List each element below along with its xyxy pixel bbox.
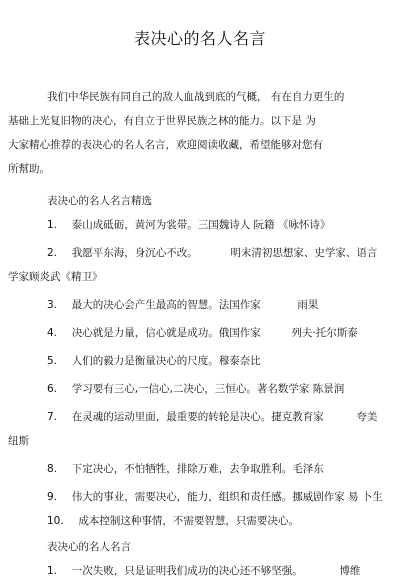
section-heading: 表决心的名人名言 xyxy=(47,541,131,553)
quote-number: 5. xyxy=(47,355,58,367)
quote-number: 10. xyxy=(47,515,64,527)
quote-text: 泰山成砥砺，黄河为裳带。三国魏诗人 阮籍 《咏怀诗》 xyxy=(71,219,331,231)
intro-line-1: 我们中华民族有同自己的敌人血战到底的气概， 有在自力更生的 xyxy=(47,91,345,103)
quote-number: 8. xyxy=(47,463,58,475)
quote-attribution: 博维 xyxy=(339,565,361,577)
quote-text: 下定决心，不怕牺牲，排除万难，去争取胜利。毛泽东 xyxy=(71,463,324,475)
quote-line xyxy=(47,490,383,504)
quote-number: 6. xyxy=(47,383,58,395)
document-title: 表决心的名人名言 xyxy=(133,29,266,48)
quote-text: 伟大的事业，需要决心，能力，组织和责任感。挪威剧作家 易 卜生 xyxy=(71,491,383,503)
quote-text: 我愿平东海，身沉心不改。 xyxy=(71,247,198,259)
quote-line xyxy=(47,246,377,260)
quote-attribution: 夸美 xyxy=(356,411,378,423)
quote-number: 1. xyxy=(47,565,58,577)
intro-line-4: 所幫助。 xyxy=(8,163,50,175)
quote-attribution: 列夫·托尔斯泰 xyxy=(291,327,358,339)
quote-line xyxy=(47,462,324,476)
quote-line xyxy=(47,354,261,368)
quote-number: 9. xyxy=(47,491,58,503)
quote-number: 3. xyxy=(47,299,58,311)
quote-line xyxy=(47,298,318,312)
quote-line xyxy=(47,326,358,340)
intro-line-2: 基础上光复旧物的决心，有自立于世界民族之林的能力。以下是 为 xyxy=(8,115,316,127)
quote-number: 4. xyxy=(47,327,58,339)
quote-number: 2. xyxy=(47,247,58,259)
quote-text: 成本控制这种事情，不需要智慧，只需要决心。 xyxy=(78,515,299,527)
quote-number: 7. xyxy=(47,411,58,423)
quote-number: 1. xyxy=(47,219,58,231)
quote-line xyxy=(47,410,377,424)
quote-attribution: 明末清初思想家、史学家、语言 xyxy=(230,247,378,259)
quote-continuation: 纽斯 xyxy=(8,435,29,447)
quote-attribution: 雨果 xyxy=(297,299,319,311)
quote-text: 最大的决心会产生最高的智慧。法国作家 xyxy=(71,299,261,311)
quote-text: 学习要有三心,一信心,二决心，三恒心。著名数学家 陈景润 xyxy=(71,383,345,395)
quote-text: 在灵魂的运动里面，最重要的转轮是决心。捷克教育家 xyxy=(71,411,324,423)
section-heading: 表决心的名人名言精选 xyxy=(47,195,152,207)
intro-line-3: 大家精心推荐的表决心的名人名言，欢迎阅读收藏，希望能够对您有 xyxy=(8,139,323,151)
quote-text: 一次失败，只是证明我们成功的决心还不够坚强。 xyxy=(71,565,303,577)
quote-text: 决心就是力量，信心就是成功。俄国作家 xyxy=(71,327,261,339)
quote-line xyxy=(47,218,330,232)
quote-continuation: 学家顾炎武《精卫》 xyxy=(8,271,103,283)
quote-text: 人们的毅力是衡量决心的尺度。穆泰奈比 xyxy=(71,355,261,367)
quote-line xyxy=(47,514,299,528)
quote-line xyxy=(47,382,344,396)
quote-line xyxy=(47,564,360,578)
